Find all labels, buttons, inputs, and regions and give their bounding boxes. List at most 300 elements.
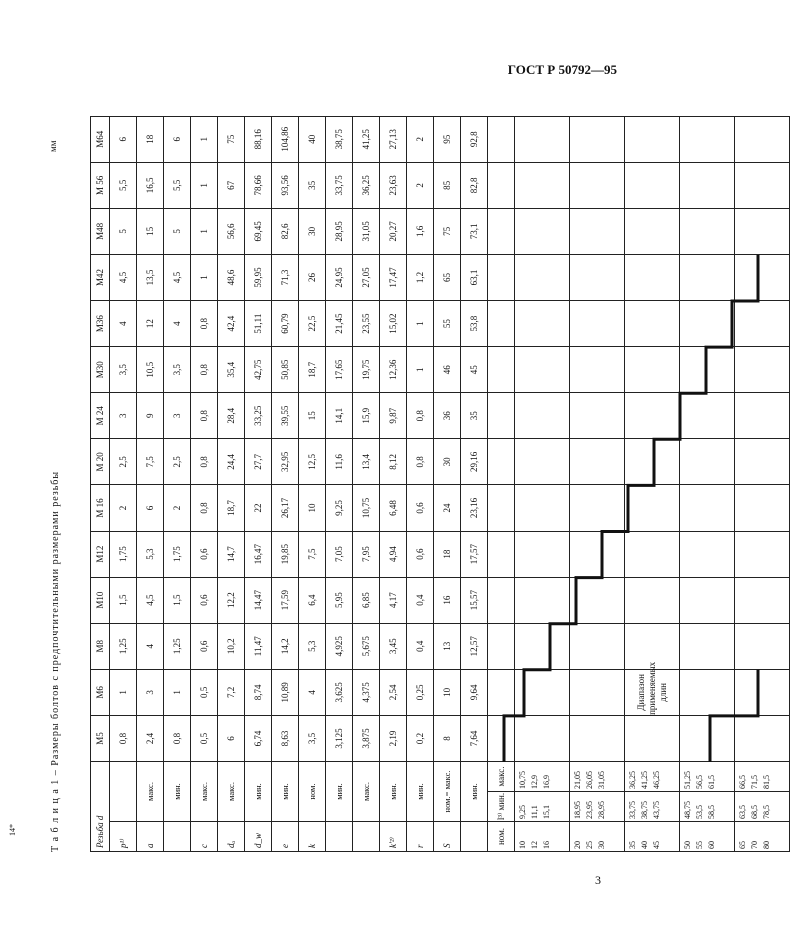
value-cell: 2 xyxy=(407,162,434,208)
value-cell: 30 xyxy=(434,439,461,485)
value-cell: 3,5 xyxy=(164,347,191,393)
value-cell: 20,27 xyxy=(380,208,407,254)
value-cell: 0,4 xyxy=(407,577,434,623)
value-cell: 1 xyxy=(191,116,218,162)
value-cell: 1 xyxy=(191,208,218,254)
value-cell: 18,7 xyxy=(218,485,245,531)
empty-cell xyxy=(680,439,735,485)
value-cell: 42,4 xyxy=(218,301,245,347)
value-cell: 0,8 xyxy=(407,393,434,439)
length-max: 66,5 71,5 81,5 xyxy=(735,761,790,791)
value-cell: 0,6 xyxy=(191,531,218,577)
value-cell: 42,75 xyxy=(245,347,272,393)
table-row xyxy=(191,116,218,851)
thread-label: Резьба d xyxy=(91,761,110,851)
table-caption: Т а б л и ц а 1 – Размеры болтов с предпочтительными размерами резьбы xyxy=(50,470,61,852)
value-cell: 21,45 xyxy=(326,301,353,347)
empty-cell xyxy=(680,347,735,393)
empty-cell xyxy=(735,669,790,715)
empty-cell xyxy=(515,162,570,208)
value-cell: 92,8 xyxy=(461,116,488,162)
value-cell: 4,5 xyxy=(164,254,191,300)
value-cell: 9,25 xyxy=(326,485,353,531)
length-max: 36,25 41,25 46,25 xyxy=(625,761,680,791)
size-header: M 56 xyxy=(91,162,110,208)
value-cell: 4,5 xyxy=(110,254,137,300)
param-symbol: r xyxy=(407,822,434,852)
size-header: M12 xyxy=(91,531,110,577)
bolt-dimensions-table xyxy=(90,116,790,852)
length-group-row xyxy=(625,116,680,851)
empty-cell xyxy=(735,254,790,300)
value-cell: 13,4 xyxy=(353,439,380,485)
value-cell: 0,6 xyxy=(407,485,434,531)
length-max: 21,05 26,05 31,05 xyxy=(570,761,625,791)
table-row xyxy=(299,116,326,851)
param-symbol: p¹⁾ xyxy=(110,822,137,852)
value-cell: 0,25 xyxy=(407,669,434,715)
value-cell: 67 xyxy=(218,162,245,208)
value-cell: 6,4 xyxy=(299,577,326,623)
value-cell: 2,19 xyxy=(380,715,407,761)
empty-cell xyxy=(515,439,570,485)
value-cell: 14,1 xyxy=(326,393,353,439)
empty-cell xyxy=(735,162,790,208)
value-cell: 4 xyxy=(299,669,326,715)
empty-cell xyxy=(625,485,680,531)
value-cell: 3,45 xyxy=(380,623,407,669)
param-symbol: k xyxy=(299,822,326,852)
rotated-table-area xyxy=(48,117,771,852)
value-cell: 2,4 xyxy=(137,715,164,761)
value-cell: 53,8 xyxy=(461,301,488,347)
value-cell: 9,64 xyxy=(461,669,488,715)
size-header: M8 xyxy=(91,623,110,669)
value-cell: 5,5 xyxy=(164,162,191,208)
param-qualifier: мин. xyxy=(380,761,407,821)
param-symbol: S xyxy=(434,822,461,852)
param-qualifier xyxy=(110,761,137,821)
param-symbol: e xyxy=(272,822,299,852)
empty-cell xyxy=(735,439,790,485)
value-cell: 10,89 xyxy=(272,669,299,715)
value-cell: 14,47 xyxy=(245,577,272,623)
value-cell: 82,8 xyxy=(461,162,488,208)
empty-cell xyxy=(625,577,680,623)
value-cell: 85 xyxy=(434,162,461,208)
empty-cell xyxy=(625,347,680,393)
value-cell: 6 xyxy=(137,485,164,531)
table-row xyxy=(380,116,407,851)
value-cell: 9 xyxy=(137,393,164,439)
empty-cell xyxy=(680,254,735,300)
empty-cell xyxy=(680,669,735,715)
value-cell: 3,875 xyxy=(353,715,380,761)
empty-cell xyxy=(488,531,515,577)
empty-cell xyxy=(625,531,680,577)
empty-cell xyxy=(515,301,570,347)
empty-cell xyxy=(735,715,790,761)
size-header: M 24 xyxy=(91,393,110,439)
value-cell: 6,74 xyxy=(245,715,272,761)
empty-cell xyxy=(625,439,680,485)
value-cell: 40 xyxy=(299,116,326,162)
value-cell: 6 xyxy=(110,116,137,162)
empty-cell xyxy=(515,623,570,669)
value-cell: 12,5 xyxy=(299,439,326,485)
value-cell: 0,8 xyxy=(110,715,137,761)
table-row xyxy=(461,116,488,851)
value-cell: 55 xyxy=(434,301,461,347)
empty-cell xyxy=(570,485,625,531)
value-cell: 1 xyxy=(191,162,218,208)
empty-cell xyxy=(570,577,625,623)
value-cell: 1 xyxy=(164,669,191,715)
value-cell: 15,02 xyxy=(380,301,407,347)
page-star-mark: 14* xyxy=(8,824,17,836)
value-cell: 2,54 xyxy=(380,669,407,715)
value-cell: 23,16 xyxy=(461,485,488,531)
value-cell: 1,25 xyxy=(110,623,137,669)
empty-cell xyxy=(515,715,570,761)
value-cell: 26 xyxy=(299,254,326,300)
value-cell: 5,675 xyxy=(353,623,380,669)
length-group-row xyxy=(680,116,735,851)
empty-cell xyxy=(488,116,515,162)
length-min: 48,75 53,5 58,5 xyxy=(680,792,735,822)
empty-cell xyxy=(570,393,625,439)
table-row xyxy=(326,116,353,851)
value-cell: 10,5 xyxy=(137,347,164,393)
empty-cell xyxy=(735,531,790,577)
length-nom: 10 12 16 xyxy=(515,822,570,852)
length-group-row xyxy=(515,116,570,851)
length-header-row xyxy=(488,116,515,851)
param-symbol: a xyxy=(137,822,164,852)
empty-cell xyxy=(570,254,625,300)
param-symbol xyxy=(461,822,488,852)
value-cell: 15,9 xyxy=(353,393,380,439)
value-cell: 18 xyxy=(434,531,461,577)
table-row xyxy=(434,116,461,851)
empty-cell xyxy=(625,715,680,761)
empty-cell xyxy=(570,715,625,761)
value-cell: 17,47 xyxy=(380,254,407,300)
length-min: 9,25 11,1 15,1 xyxy=(515,792,570,822)
empty-cell xyxy=(625,661,680,715)
value-cell: 45 xyxy=(461,347,488,393)
unit-label: мм xyxy=(48,140,58,152)
value-cell: 3 xyxy=(137,669,164,715)
value-cell: 1 xyxy=(191,254,218,300)
value-cell: 17,57 xyxy=(461,531,488,577)
value-cell: 8 xyxy=(434,715,461,761)
param-qualifier: макс. xyxy=(353,761,380,821)
value-cell: 4,925 xyxy=(326,623,353,669)
empty-cell xyxy=(488,208,515,254)
value-cell: 3,625 xyxy=(326,669,353,715)
value-cell: 7,5 xyxy=(137,439,164,485)
value-cell: 14,2 xyxy=(272,623,299,669)
value-cell: 3,5 xyxy=(110,347,137,393)
value-cell: 10,2 xyxy=(218,623,245,669)
value-cell: 71,3 xyxy=(272,254,299,300)
empty-cell xyxy=(515,485,570,531)
empty-cell xyxy=(680,577,735,623)
param-qualifier: мин. xyxy=(461,761,488,821)
page-number: 3 xyxy=(595,873,601,887)
empty-cell xyxy=(570,301,625,347)
value-cell: 75 xyxy=(218,116,245,162)
table-row xyxy=(245,116,272,851)
value-cell: 1,75 xyxy=(110,531,137,577)
empty-cell xyxy=(570,116,625,162)
value-cell: 24,95 xyxy=(326,254,353,300)
value-cell: 59,95 xyxy=(245,254,272,300)
value-cell: 8,74 xyxy=(245,669,272,715)
length-group-row xyxy=(735,116,790,851)
param-qualifier: макс. xyxy=(218,761,245,821)
value-cell: 4,5 xyxy=(137,577,164,623)
value-cell: 18,7 xyxy=(299,347,326,393)
value-cell: 0,8 xyxy=(191,301,218,347)
value-cell: 2 xyxy=(164,485,191,531)
value-cell: 8,63 xyxy=(272,715,299,761)
empty-cell xyxy=(625,116,680,162)
value-cell: 5,5 xyxy=(110,162,137,208)
value-cell: 1,25 xyxy=(164,623,191,669)
size-header: M5 xyxy=(91,715,110,761)
value-cell: 28,4 xyxy=(218,393,245,439)
table-row xyxy=(407,116,434,851)
empty-cell xyxy=(515,208,570,254)
param-qualifier: мин. xyxy=(272,761,299,821)
value-cell: 7,95 xyxy=(353,531,380,577)
value-cell: 75 xyxy=(434,208,461,254)
length-group-row xyxy=(570,116,625,851)
value-cell: 22,5 xyxy=(299,301,326,347)
empty-cell xyxy=(515,347,570,393)
value-cell: 36 xyxy=(434,393,461,439)
value-cell: 46 xyxy=(434,347,461,393)
value-cell: 12 xyxy=(137,301,164,347)
empty-cell xyxy=(735,347,790,393)
size-header: M 16 xyxy=(91,485,110,531)
param-qualifier: ном.= макс. xyxy=(434,761,461,821)
value-cell: 19,85 xyxy=(272,531,299,577)
value-cell: 73,1 xyxy=(461,208,488,254)
empty-cell xyxy=(570,347,625,393)
length-nom-header: ном. xyxy=(488,822,515,852)
value-cell: 18 xyxy=(137,116,164,162)
value-cell: 31,05 xyxy=(353,208,380,254)
value-cell: 16 xyxy=(434,577,461,623)
value-cell: 38,75 xyxy=(326,116,353,162)
value-cell: 78,66 xyxy=(245,162,272,208)
value-cell: 51,11 xyxy=(245,301,272,347)
value-cell: 93,56 xyxy=(272,162,299,208)
value-cell: 33,75 xyxy=(326,162,353,208)
length-max: 10,75 12,9 16,9 xyxy=(515,761,570,791)
value-cell: 23,55 xyxy=(353,301,380,347)
empty-cell xyxy=(735,623,790,669)
empty-cell xyxy=(625,208,680,254)
value-cell: 50,85 xyxy=(272,347,299,393)
empty-cell xyxy=(488,393,515,439)
value-cell: 23,63 xyxy=(380,162,407,208)
value-cell: 0,6 xyxy=(191,577,218,623)
value-cell: 7,64 xyxy=(461,715,488,761)
empty-cell xyxy=(488,439,515,485)
length-min: 33,75 38,75 43,75 xyxy=(625,792,680,822)
value-cell: 10 xyxy=(434,669,461,715)
value-cell: 82,6 xyxy=(272,208,299,254)
empty-cell xyxy=(515,669,570,715)
value-cell: 1 xyxy=(110,669,137,715)
value-cell: 88,16 xyxy=(245,116,272,162)
param-symbol: d_w xyxy=(245,822,272,852)
table-row xyxy=(218,116,245,851)
value-cell: 4 xyxy=(110,301,137,347)
param-symbol xyxy=(326,822,353,852)
empty-cell xyxy=(488,669,515,715)
empty-cell xyxy=(735,208,790,254)
empty-cell xyxy=(680,623,735,669)
value-cell: 6 xyxy=(164,116,191,162)
value-cell: 15 xyxy=(137,208,164,254)
size-header: M6 xyxy=(91,669,110,715)
param-qualifier: макс. xyxy=(191,761,218,821)
empty-cell xyxy=(488,485,515,531)
value-cell: 24 xyxy=(434,485,461,531)
value-cell: 1 xyxy=(407,301,434,347)
value-cell: 33,25 xyxy=(245,393,272,439)
empty-cell xyxy=(570,623,625,669)
empty-cell xyxy=(515,254,570,300)
empty-cell xyxy=(625,162,680,208)
value-cell: 0,4 xyxy=(407,623,434,669)
value-cell: 3,125 xyxy=(326,715,353,761)
value-cell: 4,94 xyxy=(380,531,407,577)
length-min: 63,5 68,5 78,5 xyxy=(735,792,790,822)
empty-cell xyxy=(625,301,680,347)
value-cell: 7,05 xyxy=(326,531,353,577)
param-qualifier: мин. xyxy=(326,761,353,821)
empty-cell xyxy=(570,439,625,485)
value-cell: 36,25 xyxy=(353,162,380,208)
value-cell: 7,2 xyxy=(218,669,245,715)
empty-cell xyxy=(680,485,735,531)
value-cell: 0,5 xyxy=(191,715,218,761)
empty-cell xyxy=(515,577,570,623)
value-cell: 5,3 xyxy=(137,531,164,577)
value-cell: 41,25 xyxy=(353,116,380,162)
value-cell: 1,5 xyxy=(164,577,191,623)
empty-cell xyxy=(488,577,515,623)
value-cell: 3 xyxy=(164,393,191,439)
value-cell: 65 xyxy=(434,254,461,300)
table-row xyxy=(110,116,137,851)
value-cell: 15,57 xyxy=(461,577,488,623)
size-header: M36 xyxy=(91,301,110,347)
empty-cell xyxy=(680,715,735,761)
value-cell: 56,6 xyxy=(218,208,245,254)
value-cell: 0,8 xyxy=(191,439,218,485)
value-cell: 27,7 xyxy=(245,439,272,485)
value-cell: 60,79 xyxy=(272,301,299,347)
param-qualifier: макс. xyxy=(137,761,164,821)
empty-cell xyxy=(735,116,790,162)
value-cell: 4 xyxy=(137,623,164,669)
value-cell: 2,5 xyxy=(110,439,137,485)
param-symbol: k'²⁾ xyxy=(380,822,407,852)
empty-cell xyxy=(680,301,735,347)
value-cell: 7,5 xyxy=(299,531,326,577)
value-cell: 3,5 xyxy=(299,715,326,761)
value-cell: 104,86 xyxy=(272,116,299,162)
param-qualifier: мин. xyxy=(407,761,434,821)
empty-cell xyxy=(488,715,515,761)
value-cell: 1,75 xyxy=(164,531,191,577)
empty-cell xyxy=(515,531,570,577)
value-cell: 17,59 xyxy=(272,577,299,623)
empty-cell xyxy=(680,393,735,439)
value-cell: 28,95 xyxy=(326,208,353,254)
value-cell: 14,7 xyxy=(218,531,245,577)
value-cell: 17,65 xyxy=(326,347,353,393)
value-cell: 0,8 xyxy=(191,393,218,439)
length-nom: 65 70 80 xyxy=(735,822,790,852)
size-header: M48 xyxy=(91,208,110,254)
value-cell: 0,8 xyxy=(191,485,218,531)
value-cell: 2,5 xyxy=(164,439,191,485)
value-cell: 9,87 xyxy=(380,393,407,439)
value-cell: 35 xyxy=(299,162,326,208)
value-cell: 0,8 xyxy=(191,347,218,393)
value-cell: 8,12 xyxy=(380,439,407,485)
length-nom: 35 40 45 xyxy=(625,822,680,852)
value-cell: 32,95 xyxy=(272,439,299,485)
table-row xyxy=(272,116,299,851)
value-cell: 35,4 xyxy=(218,347,245,393)
value-cell: 16,5 xyxy=(137,162,164,208)
empty-cell xyxy=(570,162,625,208)
empty-cell xyxy=(735,577,790,623)
value-cell: 29,16 xyxy=(461,439,488,485)
value-cell: 11,6 xyxy=(326,439,353,485)
empty-cell xyxy=(735,393,790,439)
length-nom: 50 55 60 xyxy=(680,822,735,852)
value-cell: 95 xyxy=(434,116,461,162)
value-cell: 12,57 xyxy=(461,623,488,669)
param-symbol: c xyxy=(191,822,218,852)
value-cell: 19,75 xyxy=(353,347,380,393)
value-cell: 1,5 xyxy=(110,577,137,623)
value-cell: 4 xyxy=(164,301,191,347)
param-qualifier: мин. xyxy=(164,761,191,821)
value-cell: 6,85 xyxy=(353,577,380,623)
value-cell: 0,6 xyxy=(407,531,434,577)
param-symbol xyxy=(353,822,380,852)
value-cell: 10 xyxy=(299,485,326,531)
param-symbol xyxy=(164,822,191,852)
value-cell: 15 xyxy=(299,393,326,439)
empty-cell xyxy=(488,347,515,393)
empty-cell xyxy=(488,254,515,300)
value-cell: 1 xyxy=(407,347,434,393)
range-label: Диапазон применяемых длин xyxy=(635,661,668,715)
size-header: M10 xyxy=(91,577,110,623)
